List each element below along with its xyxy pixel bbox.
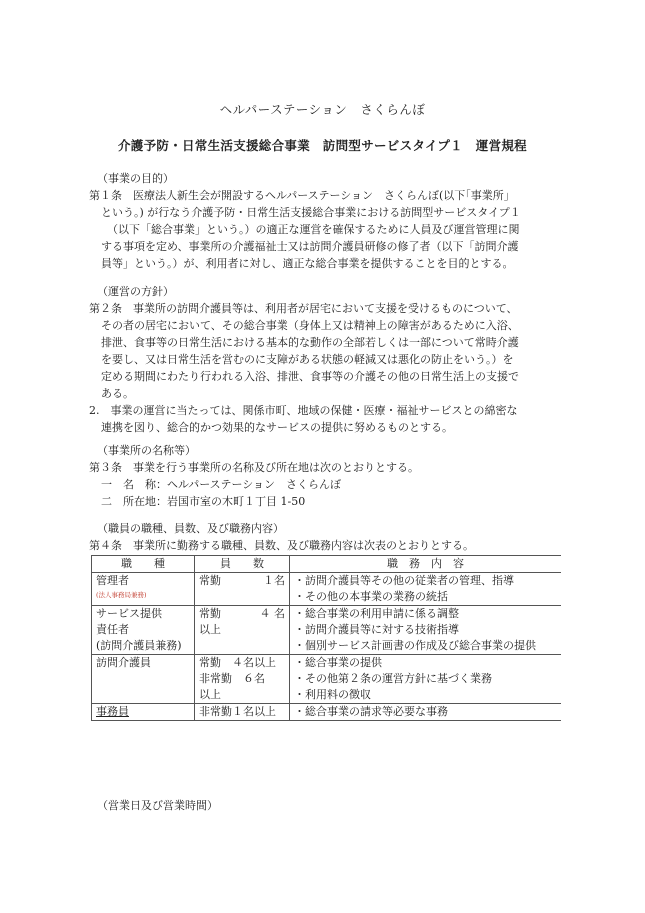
article-2-heading: （運営の方針） [97,285,174,298]
role-name: サービス提供 [96,607,162,620]
duties-cell [290,573,562,606]
article-5-heading: （営業日及び営業時間） [97,799,218,812]
article-4 [89,520,569,554]
role-cell [92,606,195,655]
count-cell [195,573,290,606]
duty-item: ・総合事業の請求等必要な事務 [294,705,448,718]
count-line: 常勤 ４名以上 [199,656,276,669]
duty-item: ・利用料の徴収 [294,688,371,701]
table-header-row [92,556,562,573]
table-row [92,655,562,704]
duty-item: ・その他の本事業の業務の統括 [294,590,448,603]
count-number: ４ 名 [259,607,285,620]
count-type: 常勤 [199,607,221,620]
duty-item: ・総合事業の利用申請に係る調整 [294,607,459,620]
article-2-line: 第２条 事業所の訪問介護員等は、利用者が居宅において支援を受けるものについて、 [89,302,518,315]
article-4-heading: （職員の職種、員数、及び職務内容） [97,522,284,535]
count-line: 非常勤１名以上 [199,705,276,718]
table-row [92,573,562,606]
count-cell [195,704,290,721]
role-note: (訪問介護員兼務) [96,639,182,652]
role-name: 訪問介護員 [96,656,151,669]
count-line: 以上 [199,688,221,701]
header-role: 職 種 [92,556,195,573]
article-2-line: 定める期間にわたり行われる入浴、排泄、食事等の介護その他の日常生活上の支援で [101,370,519,383]
article-2-item-2-line: 2. 事業の運営に当たっては、関係市町、地域の保健・医療・福祉サービスとの綿密な [89,404,518,417]
duty-item: ・訪問介護員等その他の従業者の管理、指導 [294,574,514,587]
document-title: ヘルパーステーション さくらんぼ [219,102,426,117]
article-2-line: を要し、又は日常生活を営むのに支障がある状態の軽減又は悪化の防止をいう。）を [101,353,514,366]
role-name: 責任者 [96,623,129,636]
duties-cell [290,606,562,655]
article-1-line: 員等」という。）が、利用者に対し、適正な総合事業を提供することを目的とする。 [101,257,514,270]
count-type: 常勤 [199,574,221,587]
duties-cell [290,655,562,704]
article-2 [89,283,569,436]
article-3-heading: （事業所の名称等） [97,444,196,457]
article-1 [89,170,569,272]
header-count: 員 数 [195,556,290,573]
article-1-line: （以下「総合事業」という。）の適正な運営を確保するために人員及び運営管理に関 [107,223,520,236]
count-number: １名 [263,574,285,587]
article-2-line: その者の居宅において、その総合事業（身体上又は精神上の障害があるために入浴、 [101,319,519,332]
duty-item: ・個別サービス計画書の作成及び総合事業の提供 [294,639,536,652]
duty-item: ・総合事業の提供 [294,656,382,669]
duty-item: ・訪問介護員等に対する技術指導 [294,623,459,636]
count-line: 非常勤 ６名 [199,672,265,685]
table-row [92,606,562,655]
duty-item: ・その他第２条の運営方針に基づく業務 [294,672,492,685]
role-name: 事務員 [96,705,129,718]
article-2-item-2-line: 連携を図り、総合的かつ効果的なサービスの提供に努めるものとする。 [101,421,453,434]
role-cell [92,573,195,606]
article-4-intro: 第４条 事業所に勤務する職種、員数、及び職務内容は次表のとおりとする。 [89,539,474,552]
count-cell [195,606,290,655]
article-3 [89,442,569,510]
document-subtitle: 介護予防・日常生活支援総合事業 訪問型サービスタイプ１ 運営規程 [118,138,527,153]
header-duties: 職 務 内 容 [290,556,562,573]
article-2-line: ある。 [101,387,134,400]
article-1-heading: （事業の目的） [97,172,174,185]
business-address-line: 二 所在地：岩国市室の木町１丁目 1-50 [101,495,306,508]
article-1-line: 第１条 医療法人新生会が開設するヘルパーステーション さくらんぼ(以下｢事業所｣ [89,189,510,202]
article-3-intro: 第３条 事業を行う事業所の名称及び所在地は次のとおりとする。 [89,461,419,474]
duties-cell [290,704,562,721]
count-suffix: 以上 [199,623,221,636]
article-1-line: する事項を定め、事業所の介護福祉士又は訪問介護員研修の修了者（以下「訪問介護 [101,240,519,253]
staff-table [91,555,561,721]
article-2-line: 排泄、食事等の日常生活における基本的な動作の全部若しくは一部について常時介護 [101,336,519,349]
role-cell [92,704,195,721]
business-name-line: 一 名 称：ヘルパーステーション さくらんぼ [101,478,342,491]
count-cell [195,655,290,704]
role-cell [92,655,195,704]
article-1-line: という。) が行なう介護予防・日常生活支援総合事業における訪問型サービスタイプ１ [101,206,521,219]
role-name: 管理者 [96,574,129,587]
role-note: (法人事務局兼務) [96,591,147,599]
table-row [92,704,562,721]
